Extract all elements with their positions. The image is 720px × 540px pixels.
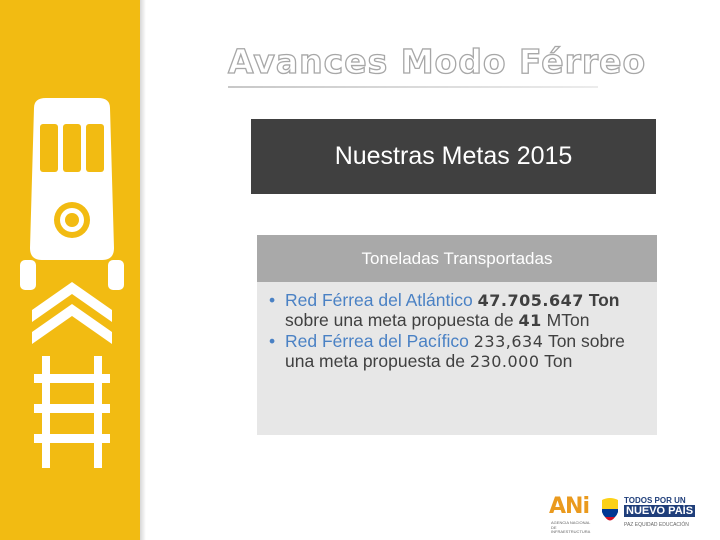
goals-heading: Nuestras Metas 2015: [334, 142, 573, 170]
ani-logo-mark: ANi: [549, 494, 589, 519]
government-logo-line3: PAZ EQUIDAD EDUCACIÓN: [624, 522, 689, 528]
slide-title: Avances Modo Férreo: [228, 42, 647, 81]
goal-text: sobre una meta propuesta de: [285, 309, 514, 330]
list-item: [257, 291, 647, 330]
colombia-flag-shield-icon: [600, 498, 620, 524]
list-item: [257, 332, 647, 371]
network-name: Red Férrea del Pacífico: [285, 331, 469, 351]
content-header: [257, 235, 657, 282]
bullet-icon: •: [269, 331, 276, 351]
content-box: [257, 235, 657, 435]
ani-logo: [549, 494, 589, 534]
band-shadow: [140, 0, 146, 540]
goal-text: sobre una meta propuesta de: [285, 331, 625, 371]
government-logo: [600, 496, 700, 536]
goal-value: 41: [518, 310, 542, 330]
goals-heading-box: [251, 119, 656, 194]
goal-unit: Ton: [544, 350, 573, 371]
train-on-rails-icon: [20, 98, 124, 470]
goal-unit: MTon: [546, 309, 590, 330]
metrics-list: [257, 291, 647, 373]
ani-logo-tagline: AGENCIA NACIONAL DE INFRAESTRUCTURA: [551, 520, 591, 534]
government-logo-line2: NUEVO PAÍS: [626, 505, 694, 517]
tons-value: 233,634: [473, 332, 544, 351]
left-decorative-band: [0, 0, 140, 540]
tons-unit: Ton: [588, 290, 620, 310]
content-header-label: Toneladas Transportadas: [361, 248, 553, 268]
tons-value: 47.705.647: [477, 291, 584, 310]
tons-unit: Ton: [547, 331, 577, 351]
network-name: Red Férrea del Atlántico: [285, 290, 473, 310]
bullet-icon: •: [269, 290, 276, 310]
goal-value: 230.000: [469, 351, 540, 371]
title-underline: [228, 86, 598, 88]
government-logo-line1: TODOS POR UN: [624, 496, 686, 505]
